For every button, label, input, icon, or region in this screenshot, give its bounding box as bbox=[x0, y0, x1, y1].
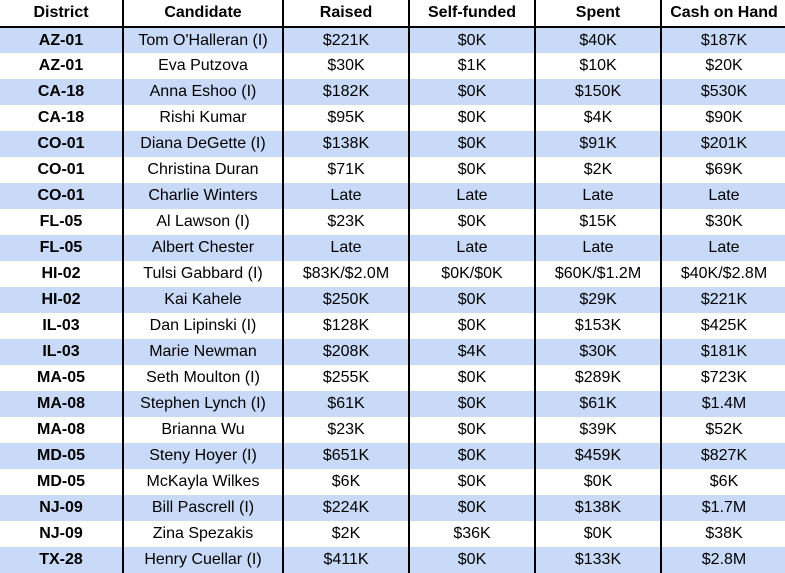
table-row bbox=[0, 547, 785, 573]
spent-cell: Late bbox=[535, 235, 661, 261]
raised-cell: $208K bbox=[283, 339, 409, 365]
candidate-cell: Rishi Kumar bbox=[123, 105, 283, 131]
cash-on-hand-cell: $181K bbox=[661, 339, 785, 365]
table-row bbox=[0, 157, 785, 183]
raised-cell: $6K bbox=[283, 469, 409, 495]
spent-cell: $138K bbox=[535, 495, 661, 521]
table-row bbox=[0, 339, 785, 365]
candidate-cell: Eva Putzova bbox=[123, 53, 283, 79]
spent-cell: $61K bbox=[535, 391, 661, 417]
raised-cell: $138K bbox=[283, 131, 409, 157]
district-cell: TX-28 bbox=[0, 547, 123, 573]
self-funded-cell: $0K bbox=[409, 547, 535, 573]
cash-on-hand-cell: $723K bbox=[661, 365, 785, 391]
self-funded-cell: $0K bbox=[409, 287, 535, 313]
spent-cell: $289K bbox=[535, 365, 661, 391]
spent-cell: $133K bbox=[535, 547, 661, 573]
raised-cell: $182K bbox=[283, 79, 409, 105]
district-cell: MD-05 bbox=[0, 469, 123, 495]
cash-on-hand-cell: $20K bbox=[661, 53, 785, 79]
cash-on-hand-cell: Late bbox=[661, 183, 785, 209]
candidate-cell: Diana DeGette (I) bbox=[123, 131, 283, 157]
raised-cell: Late bbox=[283, 183, 409, 209]
district-cell: MA-08 bbox=[0, 391, 123, 417]
self-funded-cell: $0K bbox=[409, 105, 535, 131]
spent-cell: $30K bbox=[535, 339, 661, 365]
raised-cell: $71K bbox=[283, 157, 409, 183]
self-funded-cell: $0K/$0K bbox=[409, 261, 535, 287]
raised-cell: $30K bbox=[283, 53, 409, 79]
spent-cell: $153K bbox=[535, 313, 661, 339]
cash-on-hand-cell: $221K bbox=[661, 287, 785, 313]
table-row bbox=[0, 469, 785, 495]
raised-cell: $128K bbox=[283, 313, 409, 339]
candidate-cell: Al Lawson (I) bbox=[123, 209, 283, 235]
self-funded-cell: $0K bbox=[409, 469, 535, 495]
cash-on-hand-cell: $52K bbox=[661, 417, 785, 443]
raised-cell: $83K/$2.0M bbox=[283, 261, 409, 287]
self-funded-cell: $0K bbox=[409, 443, 535, 469]
candidate-cell: Tom O'Halleran (I) bbox=[123, 27, 283, 53]
table-row bbox=[0, 79, 785, 105]
spent-cell: Late bbox=[535, 183, 661, 209]
table-row bbox=[0, 391, 785, 417]
candidate-cell: Tulsi Gabbard (I) bbox=[123, 261, 283, 287]
self-funded-cell: $0K bbox=[409, 417, 535, 443]
cash-on-hand-cell: $1.7M bbox=[661, 495, 785, 521]
self-funded-cell: $0K bbox=[409, 79, 535, 105]
spent-cell: $39K bbox=[535, 417, 661, 443]
self-funded-cell: $4K bbox=[409, 339, 535, 365]
cash-on-hand-cell: $30K bbox=[661, 209, 785, 235]
spent-cell: $91K bbox=[535, 131, 661, 157]
self-funded-cell: $0K bbox=[409, 131, 535, 157]
table-row bbox=[0, 235, 785, 261]
district-cell: IL-03 bbox=[0, 339, 123, 365]
candidate-cell: Brianna Wu bbox=[123, 417, 283, 443]
raised-cell: $221K bbox=[283, 27, 409, 53]
table-row bbox=[0, 313, 785, 339]
table-row bbox=[0, 53, 785, 79]
raised-cell: $224K bbox=[283, 495, 409, 521]
district-cell: AZ-01 bbox=[0, 27, 123, 53]
self-funded-cell: $0K bbox=[409, 495, 535, 521]
table-row bbox=[0, 365, 785, 391]
candidate-cell: Seth Moulton (I) bbox=[123, 365, 283, 391]
raised-cell: $61K bbox=[283, 391, 409, 417]
table-row bbox=[0, 261, 785, 287]
table-row bbox=[0, 521, 785, 547]
district-cell: FL-05 bbox=[0, 235, 123, 261]
spent-cell: $15K bbox=[535, 209, 661, 235]
spent-cell: $10K bbox=[535, 53, 661, 79]
spent-cell: $40K bbox=[535, 27, 661, 53]
candidate-cell: Kai Kahele bbox=[123, 287, 283, 313]
self-funded-cell: $0K bbox=[409, 391, 535, 417]
raised-cell: $411K bbox=[283, 547, 409, 573]
header-self-funded: Self-funded bbox=[409, 0, 535, 27]
raised-cell: Late bbox=[283, 235, 409, 261]
table-row bbox=[0, 443, 785, 469]
self-funded-cell: $0K bbox=[409, 27, 535, 53]
table-row bbox=[0, 287, 785, 313]
spent-cell: $4K bbox=[535, 105, 661, 131]
cash-on-hand-cell: $530K bbox=[661, 79, 785, 105]
candidate-cell: Henry Cuellar (I) bbox=[123, 547, 283, 573]
candidate-cell: Steny Hoyer (I) bbox=[123, 443, 283, 469]
self-funded-cell: $0K bbox=[409, 313, 535, 339]
district-cell: AZ-01 bbox=[0, 53, 123, 79]
district-cell: MD-05 bbox=[0, 443, 123, 469]
cash-on-hand-cell: $6K bbox=[661, 469, 785, 495]
table-row bbox=[0, 27, 785, 53]
candidate-cell: McKayla Wilkes bbox=[123, 469, 283, 495]
table-header bbox=[0, 0, 785, 27]
raised-cell: $2K bbox=[283, 521, 409, 547]
district-cell: MA-05 bbox=[0, 365, 123, 391]
header-cash-on-hand: Cash on Hand bbox=[661, 0, 785, 27]
raised-cell: $23K bbox=[283, 209, 409, 235]
district-cell: IL-03 bbox=[0, 313, 123, 339]
candidate-cell: Stephen Lynch (I) bbox=[123, 391, 283, 417]
header-row bbox=[0, 0, 785, 27]
candidate-cell: Anna Eshoo (I) bbox=[123, 79, 283, 105]
cash-on-hand-cell: $40K/$2.8M bbox=[661, 261, 785, 287]
candidate-cell: Marie Newman bbox=[123, 339, 283, 365]
candidate-cell: Charlie Winters bbox=[123, 183, 283, 209]
candidate-cell: Dan Lipinski (I) bbox=[123, 313, 283, 339]
table-row bbox=[0, 105, 785, 131]
spent-cell: $2K bbox=[535, 157, 661, 183]
table-row bbox=[0, 131, 785, 157]
district-cell: FL-05 bbox=[0, 209, 123, 235]
raised-cell: $95K bbox=[283, 105, 409, 131]
self-funded-cell: $0K bbox=[409, 157, 535, 183]
raised-cell: $250K bbox=[283, 287, 409, 313]
candidate-cell: Albert Chester bbox=[123, 235, 283, 261]
self-funded-cell: $1K bbox=[409, 53, 535, 79]
header-candidate: Candidate bbox=[123, 0, 283, 27]
self-funded-cell: $36K bbox=[409, 521, 535, 547]
table-body bbox=[0, 27, 785, 573]
cash-on-hand-cell: $201K bbox=[661, 131, 785, 157]
spent-cell: $150K bbox=[535, 79, 661, 105]
district-cell: NJ-09 bbox=[0, 521, 123, 547]
candidate-cell: Zina Spezakis bbox=[123, 521, 283, 547]
cash-on-hand-cell: $425K bbox=[661, 313, 785, 339]
spent-cell: $60K/$1.2M bbox=[535, 261, 661, 287]
header-spent: Spent bbox=[535, 0, 661, 27]
district-cell: CO-01 bbox=[0, 131, 123, 157]
self-funded-cell: $0K bbox=[409, 209, 535, 235]
spent-cell: $459K bbox=[535, 443, 661, 469]
raised-cell: $651K bbox=[283, 443, 409, 469]
header-district: District bbox=[0, 0, 123, 27]
district-cell: NJ-09 bbox=[0, 495, 123, 521]
table-row bbox=[0, 417, 785, 443]
table-row bbox=[0, 209, 785, 235]
raised-cell: $23K bbox=[283, 417, 409, 443]
self-funded-cell: $0K bbox=[409, 365, 535, 391]
district-cell: HI-02 bbox=[0, 261, 123, 287]
district-cell: CA-18 bbox=[0, 79, 123, 105]
cash-on-hand-cell: Late bbox=[661, 235, 785, 261]
district-cell: CO-01 bbox=[0, 183, 123, 209]
cash-on-hand-cell: $187K bbox=[661, 27, 785, 53]
cash-on-hand-cell: $1.4M bbox=[661, 391, 785, 417]
spent-cell: $29K bbox=[535, 287, 661, 313]
candidate-cell: Bill Pascrell (I) bbox=[123, 495, 283, 521]
spent-cell: $0K bbox=[535, 521, 661, 547]
table-row bbox=[0, 183, 785, 209]
cash-on-hand-cell: $69K bbox=[661, 157, 785, 183]
district-cell: CO-01 bbox=[0, 157, 123, 183]
self-funded-cell: Late bbox=[409, 183, 535, 209]
header-raised: Raised bbox=[283, 0, 409, 27]
spent-cell: $0K bbox=[535, 469, 661, 495]
district-cell: MA-08 bbox=[0, 417, 123, 443]
district-cell: HI-02 bbox=[0, 287, 123, 313]
cash-on-hand-cell: $2.8M bbox=[661, 547, 785, 573]
candidate-cell: Christina Duran bbox=[123, 157, 283, 183]
district-cell: CA-18 bbox=[0, 105, 123, 131]
raised-cell: $255K bbox=[283, 365, 409, 391]
cash-on-hand-cell: $90K bbox=[661, 105, 785, 131]
self-funded-cell: Late bbox=[409, 235, 535, 261]
cash-on-hand-cell: $38K bbox=[661, 521, 785, 547]
cash-on-hand-cell: $827K bbox=[661, 443, 785, 469]
table-row bbox=[0, 495, 785, 521]
